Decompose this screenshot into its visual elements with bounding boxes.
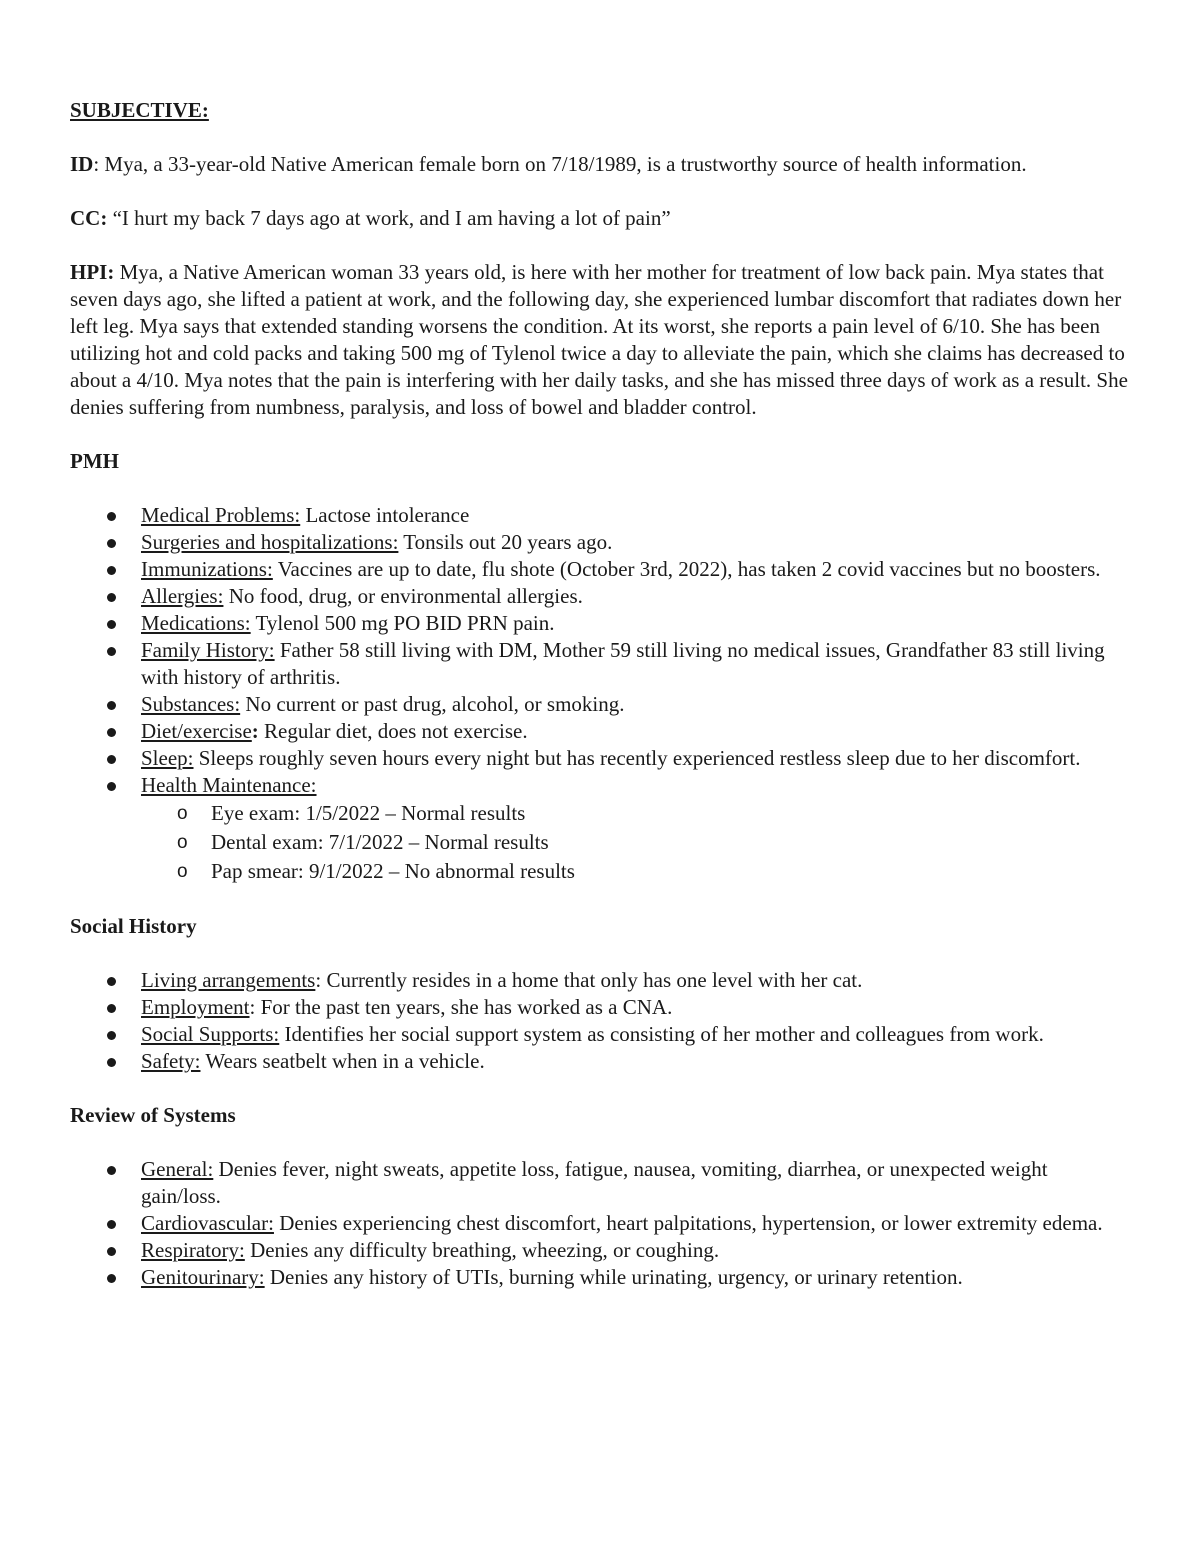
item-text: No current or past drug, alcohol, or smoking. — [240, 692, 625, 716]
list-item — [70, 1264, 1130, 1291]
sub-bullet-icon: o — [177, 861, 188, 882]
health-maintenance-list — [141, 799, 1130, 886]
list-item — [70, 556, 1130, 583]
list-item — [70, 529, 1130, 556]
hpi-label: HPI: — [70, 260, 115, 284]
list-item — [70, 745, 1130, 772]
bullet-icon — [107, 1031, 116, 1040]
item-label: Cardiovascular: — [141, 1211, 274, 1235]
bullet-icon — [107, 701, 116, 710]
bullet-icon — [107, 1220, 116, 1229]
item-text: Vaccines are up to date, flu shote (October 3rd, 2022), has taken 2 covid vaccines but no boosters. — [272, 557, 1101, 581]
bullet-icon — [107, 1058, 116, 1067]
item-text: : For the past ten years, she has worked as a CNA. — [249, 995, 673, 1019]
review-of-systems-title: Review of Systems — [70, 1103, 236, 1127]
id-paragraph — [70, 151, 1130, 178]
bullet-icon — [107, 1004, 116, 1013]
sub-list-item — [141, 799, 1130, 828]
item-text: No food, drug, or environmental allergies. — [223, 584, 583, 608]
item-text: Lactose intolerance — [300, 503, 470, 527]
item-colon: : — [251, 719, 259, 743]
item-text: Father 58 still living with DM, Mother 59 still living no medical issues, Grandfather 83 still living with history of arthritis. — [141, 638, 1105, 689]
list-item — [70, 610, 1130, 637]
item-text: : Currently resides in a home that only has one level with her cat. — [315, 968, 863, 992]
item-label: Social Supports: — [141, 1022, 280, 1046]
bullet-icon — [107, 539, 116, 548]
list-item — [70, 691, 1130, 718]
item-text: Tonsils out 20 years ago. — [398, 530, 613, 554]
item-text: Tylenol 500 mg PO BID PRN pain. — [250, 611, 555, 635]
list-item — [70, 1048, 1130, 1075]
bullet-icon — [107, 755, 116, 764]
item-label: Family History: — [141, 638, 275, 662]
sub-item-text: Pap smear: 9/1/2022 – No abnormal results — [211, 859, 575, 883]
bullet-icon — [107, 1247, 116, 1256]
item-label: Living arrangements — [141, 968, 316, 992]
item-label: Employment — [141, 995, 250, 1019]
sub-list-item — [141, 857, 1130, 886]
item-text: Sleeps roughly seven hours every night but has recently experienced restless sleep due to her discomfort. — [193, 746, 1081, 770]
item-text: Denies any history of UTIs, burning while urinating, urgency, or urinary retention. — [264, 1265, 963, 1289]
item-label: Medications: — [141, 611, 251, 635]
item-text: Denies experiencing chest discomfort, heart palpitations, hypertension, or lower extremity edema. — [273, 1211, 1103, 1235]
bullet-icon — [107, 647, 116, 656]
item-label: Genitourinary: — [141, 1265, 265, 1289]
item-label: Health Maintenance: — [141, 773, 317, 797]
list-item — [70, 772, 1130, 886]
item-label: Immunizations: — [141, 557, 273, 581]
hpi-text: Mya, a Native American woman 33 years old, is here with her mother for treatment of low back pain. Mya states that seven days ago, she lifted a patient at work, and the following day, she experienced lumbar discomfort that radiates down her left leg. Mya says that extended standing worsens the condition. At its worst, she reports a pain level of 6/10. She has been utilizing hot and cold packs and taking 500 mg of Tylenol twice a day to alleviate the pain, which she claims has decreased to about a 4/10. Mya notes that the pain is interfering with her daily tasks, and she has missed three days of work as a result. She denies suffering from numbness, paralysis, and loss of bowel and bladder control. — [70, 260, 1128, 419]
cc-label: CC: — [70, 206, 108, 230]
bullet-icon — [107, 512, 116, 521]
sub-bullet-icon: o — [177, 832, 188, 853]
subjective-heading: SUBJECTIVE: — [70, 98, 209, 122]
list-item — [70, 718, 1130, 745]
item-text: Denies any difficulty breathing, wheezing, or coughing. — [244, 1238, 720, 1262]
item-label: Substances: — [141, 692, 241, 716]
item-label: General: — [141, 1157, 214, 1181]
bullet-icon — [107, 593, 116, 602]
item-label: Safety: — [141, 1049, 201, 1073]
social-history-title: Social History — [70, 914, 197, 938]
bullet-icon — [107, 782, 116, 791]
item-label: Surgeries and hospitalizations: — [141, 530, 399, 554]
list-item — [70, 502, 1130, 529]
list-item — [70, 1237, 1130, 1264]
sub-item-text: Eye exam: 1/5/2022 – Normal results — [211, 801, 526, 825]
item-text: Wears seatbelt when in a vehicle. — [200, 1049, 485, 1073]
bullet-icon — [107, 977, 116, 986]
pmh-title: PMH — [70, 449, 119, 473]
item-label: Medical Problems: — [141, 503, 301, 527]
review-of-systems-list — [70, 1156, 1130, 1291]
list-item — [70, 994, 1130, 1021]
cc-paragraph — [70, 205, 1130, 232]
bullet-icon — [107, 620, 116, 629]
sub-item-text: Dental exam: 7/1/2022 – Normal results — [211, 830, 549, 854]
list-item — [70, 583, 1130, 610]
social-history-list — [70, 967, 1130, 1075]
bullet-icon — [107, 1274, 116, 1283]
id-text: : Mya, a 33-year-old Native American female born on 7/18/1989, is a trustworthy source of health information. — [93, 152, 1027, 176]
sub-bullet-icon: o — [177, 803, 188, 824]
cc-text: “I hurt my back 7 days ago at work, and I am having a lot of pain” — [107, 206, 671, 230]
list-item — [70, 1021, 1130, 1048]
item-label: Allergies: — [141, 584, 224, 608]
item-text: Regular diet, does not exercise. — [258, 719, 528, 743]
item-label: Respiratory: — [141, 1238, 245, 1262]
pmh-list — [70, 502, 1130, 886]
id-label: ID — [70, 152, 94, 176]
item-text: Denies fever, night sweats, appetite loss, fatigue, nausea, vomiting, diarrhea, or unexpected weight gain/loss. — [141, 1157, 1048, 1208]
bullet-icon — [107, 728, 116, 737]
list-item — [70, 637, 1130, 691]
list-item — [70, 967, 1130, 994]
bullet-icon — [107, 566, 116, 575]
item-label: Sleep: — [141, 746, 194, 770]
hpi-paragraph — [70, 259, 1130, 421]
bullet-icon — [107, 1166, 116, 1175]
list-item — [70, 1210, 1130, 1237]
sub-list-item — [141, 828, 1130, 857]
item-text: Identifies her social support system as consisting of her mother and colleagues from work. — [279, 1022, 1044, 1046]
list-item — [70, 1156, 1130, 1210]
item-label: Diet/exercise — [141, 719, 252, 743]
